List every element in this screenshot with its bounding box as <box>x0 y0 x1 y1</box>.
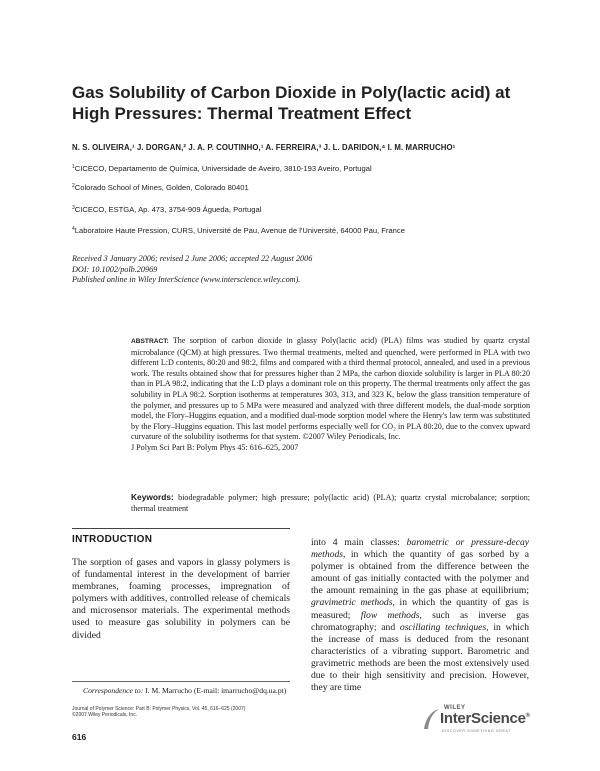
abstract-text: The sorption of carbon dioxide in glassy Poly(lactic acid) (PLA) films was studied by quartz crystal microbalance (QCM) at high pressures. Two thermal treatments, melted and quenched, were performed in PLA with two different L:D contents, 80:20 and 98:2, films and compared with a third thermal protocol, annealed, and used in a previous work. The results obtained show that for pressures higher than 2 MPa, the carbon dioxide solubility is larger in PLA 80:20 than in PLA 98:2, indicating that the L:D plays a dominant role on this property. The thermal treatments only affect the gas solubility in PLA 98:2. Sorption isotherms at temperatures 303, 313, and 323 K, below the glass transition temperature of the polymer, and pressures up to 5 MPa were measured and analyzed with three different models, the dual-mode sorption model, the Flory–Huggins equation, and a modified dual-mode sorption model where the Henry's law term was substituted by the Flory–Huggins equation. This last model performs especially well for CO₂ in PLA 80:20, due to the convex upward curvature of the solubility isotherms for that system. <box>131 336 530 442</box>
affiliation-text: Laboratoire Haute Pression, CURS, Université de Pau, Avenue de l'Université, 64000 Pau, France <box>74 226 405 235</box>
intro-left-column: The sorption of gases and vapors in glassy polymers is of fundamental interest in the development of barrier membranes, foaming processes, impregnation of polymers with additives, controlled release of chemicals and microsensor materials. The experimental methods used to measure gas solubility in polymers can be divided <box>72 557 290 641</box>
affiliation-number: 2 <box>72 183 75 189</box>
received-dates: Received 3 January 2006; revised 2 June 2006; accepted 22 August 2006 <box>72 254 313 263</box>
journal-citation: Journal of Polymer Science: Part B: Polymer Physics, Vol. 45, 616–625 (2007) <box>72 706 246 712</box>
affiliation-text: CICECO, Departamento de Química, Universidade de Aveiro, 3810-193 Aveiro, Portugal <box>74 164 372 173</box>
text-run: into 4 main classes: <box>311 537 407 548</box>
affiliation <box>72 226 542 235</box>
keywords-label: Keywords: <box>131 492 174 502</box>
swoosh-icon <box>422 707 440 731</box>
page-number: 616 <box>72 732 87 742</box>
emphasis: gravimetric methods <box>311 597 393 609</box>
affiliation-number: 4 <box>72 226 75 232</box>
correspondence-note <box>83 686 290 695</box>
affiliation-text: CICECO, ESTGA, Ap. 473, 3754-909 Águeda, Portugal <box>74 205 262 214</box>
correspondence-label: Correspondence to: <box>83 686 144 695</box>
affiliation <box>72 164 542 173</box>
correspondence-text: I. M. Marrucho (E-mail: imarrucho@dq.ua.pt) <box>145 686 287 695</box>
journal-copyright: ©2007 Wiley Periodicals, Inc. <box>72 712 138 719</box>
keywords-text: biodegradable polymer; high pressure; poly(lactic acid) (PLA); quartz crystal microbalance; sorption; thermal treatment <box>131 493 530 513</box>
intro-right-column <box>311 537 529 694</box>
text-run: , in which the quantity of gas is measured; <box>311 597 529 621</box>
journal-info <box>72 706 290 719</box>
author-list: N. S. OLIVEIRA,¹ J. DORGAN,² J. A. P. COUTINHO,¹ A. FERREIRA,³ J. L. DARIDON,⁴ I. M. MARRUCHO¹ <box>72 143 456 152</box>
doi: DOI: 10.1002/polb.20969 <box>72 264 158 274</box>
abstract-citation: J Polym Sci Part B: Polym Phys 45: 616–625, 2007 <box>131 442 299 452</box>
text-run: , in which the increase of mass is deduced from the resonant characteristics of a vibrating support. Barometric and gravimetric methods are been the most extensively used due to their high sensitivity and precision. However, they are time <box>311 621 529 694</box>
logo-registered-mark: ® <box>525 713 530 719</box>
affiliation-text: Colorado School of Mines, Golden, Colorado 80401 <box>74 183 249 192</box>
text-run: , in which the quantity of gas sorbed by a polymer is obtained from the difference between the amount of gas initially contacted with the polymer and the amount remaining in the gas phase at equilibrium; <box>311 549 529 597</box>
emphasis: barometric or pressure-decay methods <box>311 537 530 561</box>
logo-brand-text: InterScience <box>440 710 526 727</box>
text-run: , such as inverse gas chromatography; and <box>311 609 530 633</box>
keywords <box>131 492 530 514</box>
affiliation <box>72 183 542 192</box>
published-online: Published online in Wiley InterScience (www.interscience.wiley.com). <box>72 275 301 284</box>
article-title: Gas Solubility of Carbon Dioxide in Poly(lactic acid) at High Pressures: Thermal Treatment Effect <box>72 83 511 123</box>
section-heading: INTRODUCTION <box>72 534 153 545</box>
logo-brand <box>440 710 530 727</box>
publication-history <box>72 254 472 286</box>
emphasis: flow methods <box>360 609 420 621</box>
affiliation-number: 3 <box>72 205 75 211</box>
abstract <box>131 336 530 454</box>
wiley-interscience-logo <box>422 705 532 747</box>
section-rule <box>72 528 290 529</box>
affiliation-number: 1 <box>72 164 75 170</box>
footnote-rule <box>72 681 290 682</box>
logo-tagline: DISCOVER SOMETHING GREAT <box>442 729 512 733</box>
logo-wiley: WILEY <box>444 705 466 711</box>
affiliation <box>72 205 542 214</box>
abstract-label: ABSTRACT: <box>131 338 169 345</box>
abstract-copyright: ©2007 Wiley Periodicals, Inc. <box>302 432 401 442</box>
emphasis: oscillating techniques <box>399 621 487 633</box>
